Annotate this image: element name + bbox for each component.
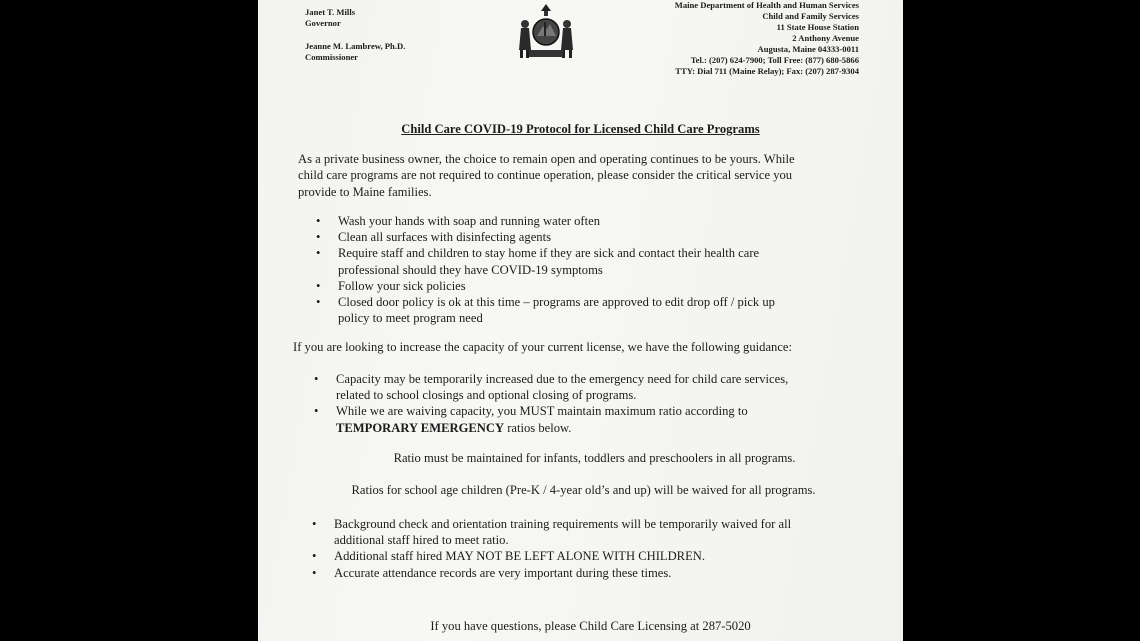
intro-paragraph <box>298 151 795 200</box>
list-item: • Require staff and children to stay home if they are sick and contact their health care professional should they have COVID-19 symptoms <box>316 245 775 277</box>
department-line-5: Augusta, Maine 04333-0011 <box>757 44 859 54</box>
department-line-1: Maine Department of Health and Human Services <box>674 0 859 10</box>
maine-state-seal-icon <box>515 2 577 62</box>
intro-line: provide to Maine families. <box>298 184 432 199</box>
governor-name: Janet T. Mills <box>305 7 356 17</box>
list-item: • Follow your sick policies <box>316 278 775 294</box>
department-line-7: TTY: Dial 711 (Maine Relay); Fax: (207) 287-9304 <box>675 66 859 76</box>
commissioner-name: Jeanne M. Lambrew, Ph.D. <box>305 41 406 51</box>
intro-line: child care programs are not required to continue operation, please consider the critical service you <box>298 168 793 183</box>
temporary-emergency-bold: TEMPORARY EMERGENCY <box>336 420 505 435</box>
list-item: • Closed door policy is ok at this time – programs are approved to edit drop off / pick up policy to meet program need <box>316 294 775 326</box>
list-item: • Accurate attendance records are very important during these times. <box>312 565 791 581</box>
contact-footer: If you have questions, please Child Care Licensing at 287-5020 <box>430 619 751 633</box>
list-item: • Additional staff hired MAY NOT BE LEFT ALONE WITH CHILDREN. <box>312 548 791 564</box>
staffing-bullet-list <box>312 516 791 581</box>
commissioner-title: Commissioner <box>305 52 358 62</box>
list-item: • Clean all surfaces with disinfecting agents <box>316 229 775 245</box>
school-age-note: Ratios for school age children (Pre-K / 4-year old’s and up) will be waived for all programs. <box>351 483 816 497</box>
hygiene-bullet-list <box>316 213 775 326</box>
list-item: • While we are waiving capacity, you MUST maintain maximum ratio according to TEMPORARY EMERGENCY ratios below. <box>314 403 788 435</box>
capacity-intro: If you are looking to increase the capacity of your current license, we have the following guidance: <box>293 340 793 354</box>
department-line-6: Tel.: (207) 624-7900; Toll Free: (877) 680-5866 <box>690 55 859 65</box>
list-item: • Capacity may be temporarily increased due to the emergency need for child care services, related to school closings and optional closing of programs. <box>314 371 788 403</box>
department-line-3: 11 State House Station <box>776 22 859 32</box>
department-line-4: 2 Anthony Avenue <box>792 33 859 43</box>
governor-title: Governor <box>305 18 341 28</box>
ratio-note: Ratio must be maintained for infants, toddlers and preschoolers in all programs. <box>393 451 796 465</box>
capacity-bullet-list <box>314 371 788 436</box>
letter-page <box>258 0 903 641</box>
department-line-2: Child and Family Services <box>762 11 859 21</box>
list-item: • Wash your hands with soap and running water often <box>316 213 775 229</box>
document-title: Child Care COVID-19 Protocol for Licensed Child Care Programs <box>401 122 760 136</box>
intro-line: As a private business owner, the choice to remain open and operating continues to be yours. While <box>298 152 795 166</box>
list-item: • Background check and orientation training requirements will be temporarily waived for all additional staff hired to meet ratio. <box>312 516 791 548</box>
